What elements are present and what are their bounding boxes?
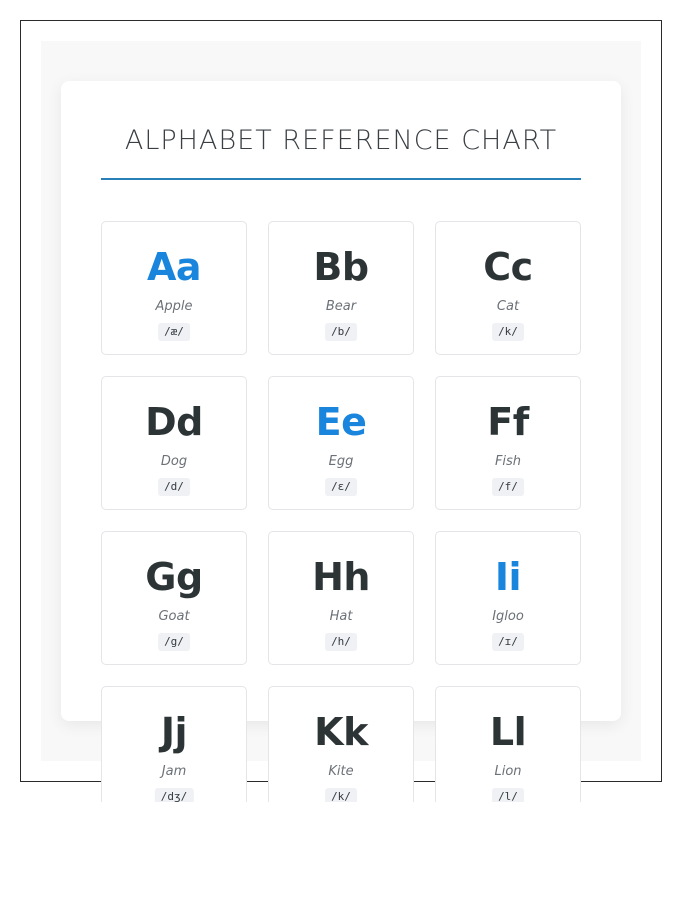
letter-tile-h[interactable] (268, 531, 414, 665)
letter-tile-c[interactable] (435, 221, 581, 355)
letter-glyph: Cc (483, 245, 533, 289)
letter-tile-a[interactable] (101, 221, 247, 355)
letter-glyph: Bb (313, 245, 369, 289)
ipa-badge: /h/ (325, 633, 357, 651)
example-word: Bear (325, 299, 357, 314)
letter-glyph: Jj (160, 710, 188, 754)
example-word: Dog (160, 454, 188, 469)
letter-glyph: Aa (146, 245, 202, 289)
letter-glyph: Gg (145, 555, 203, 599)
ipa-badge: /dʒ/ (155, 788, 194, 802)
letter-glyph: Ii (494, 555, 522, 599)
letter-grid (101, 221, 581, 802)
letter-glyph: Dd (145, 400, 203, 444)
example-word: Egg (328, 454, 354, 469)
letter-glyph: Hh (312, 555, 370, 599)
letter-tile-e[interactable] (268, 376, 414, 510)
example-word: Fish (494, 454, 522, 469)
title-underline (101, 178, 581, 180)
example-word: Jam (161, 764, 187, 779)
example-word: Apple (155, 299, 193, 314)
letter-glyph: Ll (489, 710, 527, 754)
letter-tile-l[interactable] (435, 686, 581, 802)
example-word: Kite (328, 764, 354, 779)
page-title: ALPHABET REFERENCE CHART (124, 125, 558, 156)
letter-glyph: Kk (314, 710, 368, 754)
example-word: Hat (329, 609, 353, 624)
letter-tile-b[interactable] (268, 221, 414, 355)
example-word: Cat (496, 299, 520, 314)
example-word: Lion (494, 764, 522, 779)
letter-tile-k[interactable] (268, 686, 414, 802)
ipa-badge: /ɪ/ (492, 633, 524, 651)
ipa-badge: /æ/ (158, 323, 190, 341)
letter-tile-g[interactable] (101, 531, 247, 665)
ipa-badge: /l/ (492, 788, 524, 802)
ipa-badge: /g/ (158, 633, 190, 651)
letter-tile-d[interactable] (101, 376, 247, 510)
example-word: Igloo (492, 609, 524, 624)
letter-tile-j[interactable] (101, 686, 247, 802)
letter-glyph: Ff (487, 400, 529, 444)
ipa-badge: /ɛ/ (325, 478, 357, 496)
ipa-badge: /f/ (492, 478, 524, 496)
letter-tile-i[interactable] (435, 531, 581, 665)
ipa-badge: /d/ (158, 478, 190, 496)
letter-tile-f[interactable] (435, 376, 581, 510)
ipa-badge: /k/ (325, 788, 357, 802)
ipa-badge: /k/ (492, 323, 524, 341)
example-word: Goat (158, 609, 190, 624)
ipa-badge: /b/ (325, 323, 357, 341)
letter-glyph: Ee (315, 400, 367, 444)
